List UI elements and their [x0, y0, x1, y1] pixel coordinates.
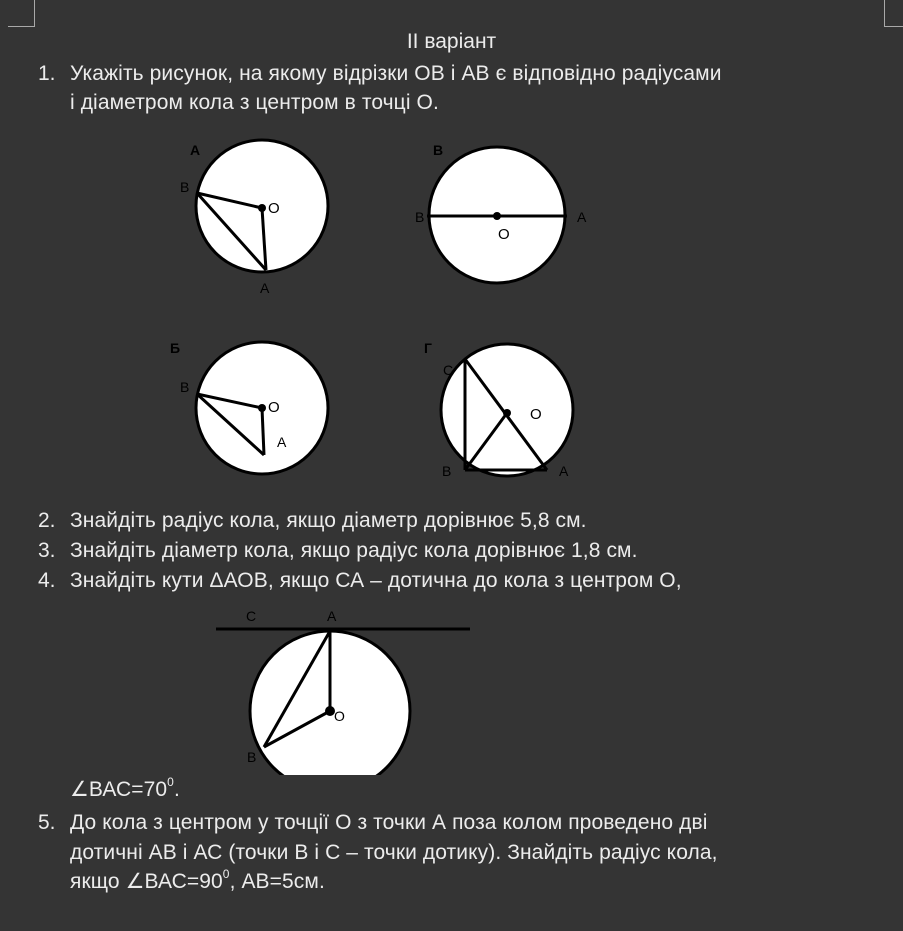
figure-g-label-b: B — [442, 463, 452, 479]
q2-number: 2. — [38, 509, 56, 532]
figure-a-center-dot — [258, 204, 266, 212]
figure-v-label-a: A — [577, 209, 587, 225]
q5-text-line1: До кола з центром у точції О з точки А поза колом проведено дві — [70, 811, 708, 834]
page-corner-left — [8, 0, 35, 27]
q4-number: 4. — [38, 569, 56, 592]
q1-text-line1: Укажіть рисунок, на якому відрізки ОВ і АВ є відповідно радіусами — [70, 62, 722, 85]
page-corner-right — [884, 0, 903, 27]
figure-v-label-o: O — [498, 226, 510, 243]
figure-g — [420, 335, 590, 490]
figure-b-caption: Б — [170, 340, 181, 356]
figure-q4-label-b: B — [247, 749, 257, 765]
figure-q4 — [212, 600, 477, 775]
figure-v-caption: В — [433, 142, 444, 158]
q5-line3-degree: 0 — [222, 867, 230, 881]
q4-angle-text: ∠ВАС=70 — [70, 778, 168, 801]
figure-g-label-c: C — [443, 362, 454, 378]
figure-g-caption: Г — [424, 340, 432, 356]
figure-a-label-a: A — [260, 280, 270, 296]
q3-number: 3. — [38, 539, 56, 562]
figure-q4-label-a: A — [327, 608, 337, 624]
q4-angle-condition — [70, 777, 180, 802]
q5-line3-start: якщо ∠ВАС=90 — [70, 870, 223, 893]
figure-g-label-o: O — [530, 406, 542, 423]
figure-v-label-b: B — [415, 209, 425, 225]
figure-b-label-o: O — [268, 399, 280, 416]
q2-text: Знайдіть радіус кола, якщо діаметр дорівнює 5,8 см. — [70, 509, 587, 532]
figure-g-center-dot — [503, 409, 511, 417]
figure-b-label-a: A — [277, 434, 287, 450]
variant-title: II варіант — [406, 30, 497, 53]
q5-text-line3 — [70, 869, 325, 894]
figure-g-label-a: A — [559, 463, 569, 479]
q1-text-line2: і діаметром кола з центром в точці О. — [70, 91, 439, 114]
q4-angle-degree: 0 — [167, 775, 174, 789]
figure-b-segment-oa — [262, 408, 264, 455]
figure-a — [170, 135, 340, 300]
figure-a-caption: А — [190, 142, 201, 158]
figure-v-center-dot — [493, 212, 501, 220]
q5-line3-end: , АВ=5см. — [229, 870, 325, 893]
figure-b — [170, 335, 340, 490]
figure-b-center-dot — [258, 404, 266, 412]
figure-v — [405, 135, 605, 300]
figure-a-label-o: O — [268, 200, 280, 217]
figure-b-label-b: B — [180, 379, 190, 395]
q5-text-line2: дотичні АВ і АС (точки В і С – точки дотику). Знайдіть радіус кола, — [70, 841, 718, 864]
figure-a-label-b: B — [180, 179, 190, 195]
q3-text: Знайдіть діаметр кола, якщо радіус кола дорівнює 1,8 см. — [70, 539, 638, 562]
q4-text: Знайдіть кути ΔАОВ, якщо СА – дотична до кола з центром О, — [70, 569, 682, 592]
q5-number: 5. — [38, 811, 56, 834]
q1-number: 1. — [38, 62, 56, 85]
figure-q4-label-o: O — [334, 708, 345, 724]
q4-angle-end: . — [173, 778, 180, 801]
figure-q4-label-c: C — [246, 608, 257, 624]
